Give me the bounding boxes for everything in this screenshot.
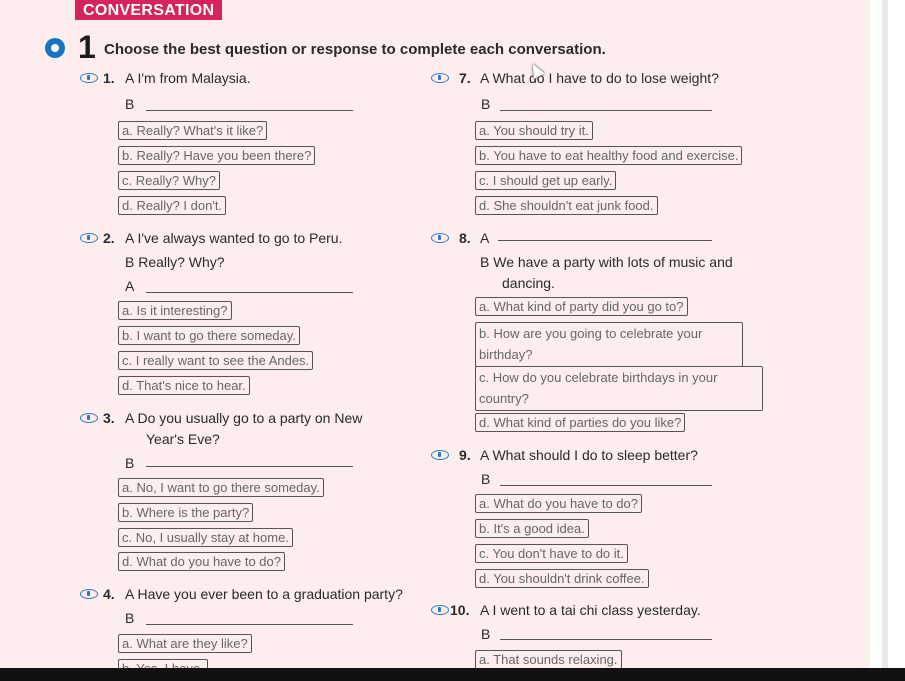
q8-speaker-b-line1: B We have a party with lots of music and [480,254,733,270]
q8-speaker-b-line2: dancing. [502,275,555,291]
q9-option-b[interactable]: b. It's a good idea. [475,519,589,538]
q10-speaker-a: A I went to a tai chi class yesterday. [480,602,701,618]
question-audio-icon[interactable] [431,73,449,83]
q3-number: 3. [103,410,115,426]
q3-speaker-b: B [125,455,135,471]
bottom-bar [0,668,905,681]
right-scroll-margin [870,0,905,668]
q2-speaker-b: B Really? Why? [125,254,225,270]
q2-option-d[interactable]: d. That's nice to hear. [118,376,250,395]
q10-option-a[interactable]: a. That sounds relaxing. [475,650,622,669]
q2-answer-blank[interactable] [146,292,353,293]
q3-speaker-a-line2: Year's Eve? [146,431,220,447]
q8-option-d[interactable]: d. What kind of parties do you like? [475,413,685,432]
q3-option-b[interactable]: b. Where is the party? [118,503,253,522]
audio-target-icon[interactable] [45,38,65,58]
q10-speaker-b: B [481,626,491,642]
q9-answer-blank[interactable] [500,485,712,486]
q10-answer-blank[interactable] [500,639,712,640]
exercise-number: 1 [78,29,96,65]
q2-speaker-a: A I've always wanted to go to Peru. [125,230,343,246]
q3-option-a[interactable]: a. No, I want to go there someday. [118,478,324,497]
question-audio-icon[interactable] [80,73,98,83]
q7-option-d[interactable]: d. She shouldn't eat junk food. [475,196,658,215]
q10-number: 10. [450,602,470,618]
q9-speaker-a: A What should I do to sleep better? [480,447,698,463]
q4-speaker-b: B [125,610,135,626]
q1-speaker-a: A I'm from Malaysia. [125,70,251,86]
q1-option-a[interactable]: a. Really? What's it like? [118,121,267,140]
q2-speaker-a2: A [125,278,135,294]
q1-option-c[interactable]: c. Really? Why? [118,171,220,190]
q2-option-c[interactable]: c. I really want to see the Andes. [118,351,313,370]
q9-option-d[interactable]: d. You shouldn't drink coffee. [475,569,649,588]
question-audio-icon[interactable] [80,233,98,243]
q9-option-a[interactable]: a. What do you have to do? [475,494,642,513]
q7-answer-blank[interactable] [500,110,712,111]
q1-number: 1. [103,70,115,86]
q3-option-c[interactable]: c. No, I usually stay at home. [118,528,293,547]
section-label: CONVERSATION [75,0,222,20]
question-audio-icon[interactable] [431,605,449,615]
q7-speaker-b: B [481,96,491,112]
scrollbar-track[interactable] [882,0,888,668]
q2-option-b[interactable]: b. I want to go there someday. [118,326,300,345]
q8-option-c[interactable]: c. How do you celebrate birthdays in your country? [475,366,763,411]
q4-number: 4. [103,586,115,602]
q9-number: 9. [459,447,471,463]
q7-option-b[interactable]: b. You have to eat healthy food and exercise. [475,146,742,165]
q1-speaker-b: B [125,96,135,112]
q9-option-c[interactable]: c. You don't have to do it. [475,544,628,563]
q1-option-d[interactable]: d. Really? I don't. [118,196,226,215]
q4-speaker-a: A Have you ever been to a graduation party? [125,586,403,602]
q8-speaker-a: A [480,230,490,246]
q4-answer-blank[interactable] [146,624,353,625]
q8-answer-blank[interactable] [498,240,712,241]
q2-option-a[interactable]: a. Is it interesting? [118,301,232,320]
q2-number: 2. [103,230,115,246]
exercise-instruction: Choose the best question or response to complete each conversation. [104,41,606,58]
q7-option-c[interactable]: c. I should get up early. [475,171,616,190]
q7-speaker-a: A What do I have to do to lose weight? [480,70,719,86]
q9-speaker-b: B [481,471,491,487]
q7-option-a[interactable]: a. You should try it. [475,121,593,140]
q3-option-d[interactable]: d. What do you have to do? [118,552,285,571]
q7-number: 7. [459,70,471,86]
question-audio-icon[interactable] [431,233,449,243]
q8-number: 8. [459,230,471,246]
question-audio-icon[interactable] [431,450,449,460]
q8-option-a[interactable]: a. What kind of party did you go to? [475,297,688,316]
question-audio-icon[interactable] [80,589,98,599]
q3-answer-blank[interactable] [146,466,353,467]
q4-option-a[interactable]: a. What are they like? [118,634,252,653]
q8-option-b[interactable]: b. How are you going to celebrate your birthday? [475,322,743,367]
q3-speaker-a-line1: A Do you usually go to a party on New [125,410,363,426]
q1-option-b[interactable]: b. Really? Have you been there? [118,146,315,165]
question-audio-icon[interactable] [80,413,98,423]
q1-answer-blank[interactable] [146,110,353,111]
